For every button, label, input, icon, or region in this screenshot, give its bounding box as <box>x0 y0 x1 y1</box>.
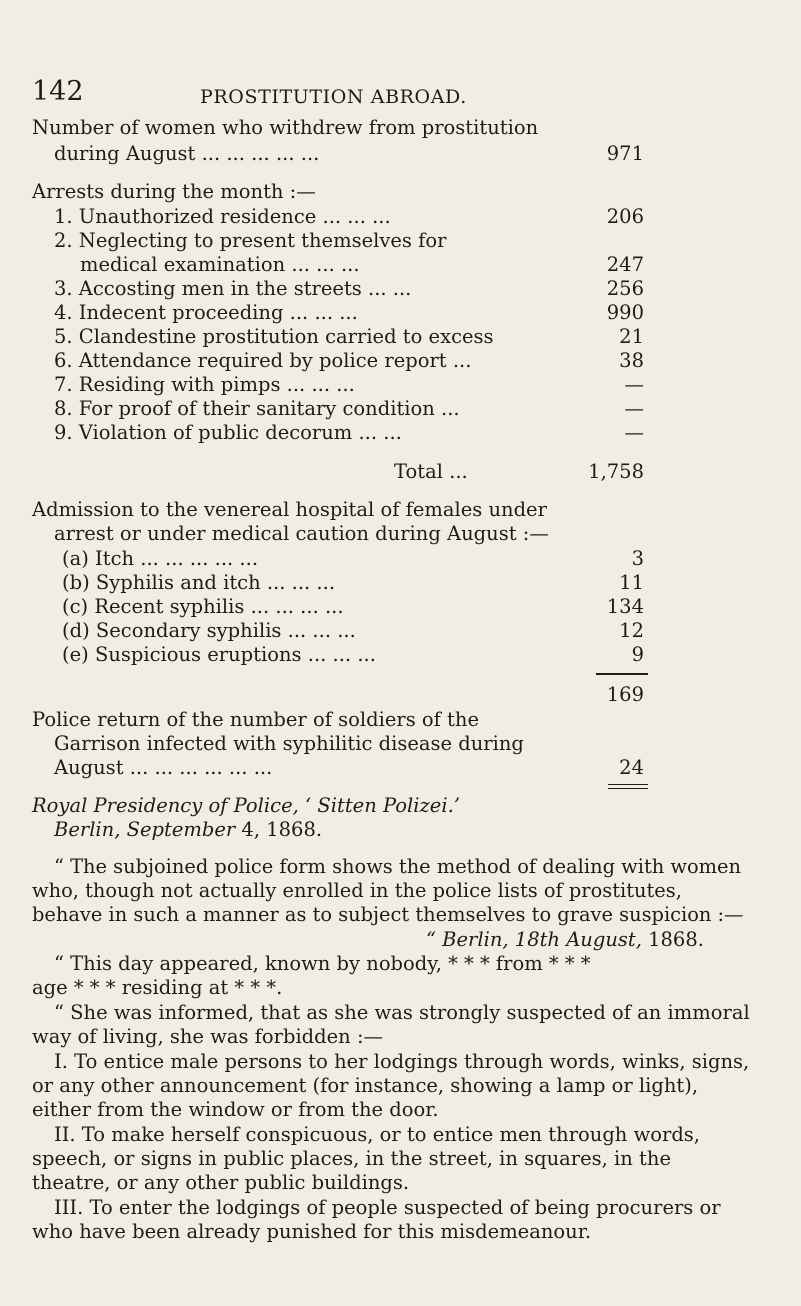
hospital-total-value: 169 <box>606 683 644 706</box>
withdrew-line-2: during August ... ... ... ... ... <box>54 142 320 165</box>
hospital-item-label: (c) Recent syphilis ... ... ... ... <box>62 595 344 618</box>
arrest-item-label: 9. Violation of public decorum ... ... <box>54 421 402 444</box>
paragraph-intro: “ The subjoined police form shows the method of dealing with women who, though not actually enrolled in the police lists of prostitutes, behave in such a manner as to subject themselves to grave suspicion :— <box>32 855 744 926</box>
form-age-line: age * * * residing at * * *. <box>32 976 283 999</box>
hospital-item-label: (d) Secondary syphilis ... ... ... <box>62 619 356 642</box>
arrest-item-value: — <box>624 421 644 444</box>
hospital-item-value: 11 <box>619 571 644 594</box>
dateline-year: 1868. <box>641 928 704 951</box>
rule-one: I. To entice male persons to her lodgings through words, winks, signs, or any other announcement (for instance, showing a lamp or light), either from the window or from the door. <box>32 1050 750 1121</box>
signature-authority: Royal Presidency of Police, <box>32 794 299 817</box>
signature-line-2 <box>54 818 322 842</box>
rule-two: II. To make herself conspicuous, or to entice men through words, speech, or signs in public places, in the street, in squares, in the theatre, or any other public buildings. <box>32 1123 701 1194</box>
arrest-item-label: 5. Clandestine prostitution carried to excess <box>54 325 494 348</box>
arrest-item-value: 21 <box>619 325 644 348</box>
running-head: PROSTITUTION ABROAD. <box>200 86 467 108</box>
dateline-place: “ Berlin, 18th August, <box>426 928 642 951</box>
arrest-item-label: 6. Attendance required by police report ... <box>54 349 472 372</box>
soldiers-line-1: Police return of the number of soldiers of the <box>32 708 479 731</box>
arrest-item-label: 7. Residing with pimps ... ... ... <box>54 373 355 396</box>
withdrew-line-1: Number of women who withdrew from prostitution <box>32 116 539 139</box>
arrests-total-value: 1,758 <box>588 460 644 483</box>
arrest-item-value: 256 <box>606 277 644 300</box>
paragraph-informed: “ She was informed, that as she was strongly suspected of an immoral way of living, she was forbidden :— <box>32 1001 750 1048</box>
sum-rule <box>596 673 648 675</box>
signature-year: 4, 1868. <box>235 818 323 841</box>
withdrew-value: 971 <box>606 142 644 165</box>
arrest-item-label: 1. Unauthorized residence ... ... ... <box>54 205 391 228</box>
signature-office: ‘ Sitten Polizei.’ <box>298 794 460 817</box>
arrest-item-value: — <box>624 397 644 420</box>
soldiers-value: 24 <box>619 756 644 779</box>
arrest-item-value: 38 <box>619 349 644 372</box>
hospital-item-label: (e) Suspicious eruptions ... ... ... <box>62 643 376 666</box>
rule-three: III. To enter the lodgings of people suspected of being procurers or who have been already punished for this misdemeanour. <box>32 1196 721 1243</box>
arrest-item-value: 247 <box>606 253 644 276</box>
dateline <box>426 928 704 952</box>
arrest-item-label: 3. Accosting men in the streets ... ... <box>54 277 412 300</box>
hospital-item-label: (a) Itch ... ... ... ... ... <box>62 547 259 570</box>
arrest-item-value: — <box>624 373 644 396</box>
hospital-item-value: 134 <box>606 595 644 618</box>
arrest-item-label: 4. Indecent proceeding ... ... ... <box>54 301 358 324</box>
hospital-line-2: arrest or under medical caution during August :— <box>54 522 549 545</box>
arrest-item-label: 2. Neglecting to present themselves for <box>54 229 447 252</box>
double-rule-bottom <box>608 788 648 789</box>
soldiers-line-2: Garrison infected with syphilitic disease during <box>54 732 524 755</box>
arrests-total-label: Total ... <box>394 460 468 483</box>
soldiers-line-3: August ... ... ... ... ... ... <box>54 756 273 779</box>
double-rule-top <box>608 784 648 785</box>
arrest-item-label: medical examination ... ... ... <box>80 253 360 276</box>
hospital-item-value: 9 <box>631 643 644 666</box>
hospital-item-value: 12 <box>619 619 644 642</box>
form-appeared-line: “ This day appeared, known by nobody, * * * from * * * <box>54 952 591 975</box>
hospital-item-label: (b) Syphilis and itch ... ... ... <box>62 571 336 594</box>
arrest-item-value: 990 <box>606 301 644 324</box>
hospital-line-1: Admission to the venereal hospital of females under <box>32 498 547 521</box>
arrest-item-value: 206 <box>606 205 644 228</box>
signature-line-1 <box>32 794 460 818</box>
signature-place-date: Berlin, September <box>54 818 236 841</box>
arrest-item-label: 8. For proof of their sanitary condition ... <box>54 397 460 420</box>
arrests-heading: Arrests during the month :— <box>32 180 316 203</box>
page-number: 142 <box>32 76 84 107</box>
hospital-item-value: 3 <box>631 547 644 570</box>
